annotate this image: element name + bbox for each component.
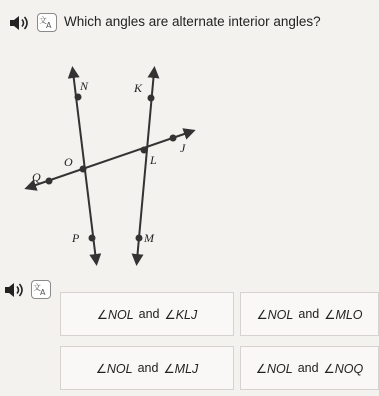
label-L: L xyxy=(150,153,157,167)
point-K xyxy=(148,95,155,102)
choice-nol-noq[interactable] xyxy=(240,346,379,390)
answer-translate-icon[interactable] xyxy=(31,280,51,299)
geometry-figure xyxy=(0,62,220,272)
choice-angle-a: ∠NOL xyxy=(96,307,134,322)
choice-angle-a: ∠NOL xyxy=(256,307,294,322)
point-N xyxy=(75,94,82,101)
svg-text:A: A xyxy=(46,21,52,30)
choice-angle-b: ∠KLJ xyxy=(164,307,198,322)
point-Q xyxy=(46,178,53,185)
choice-angle-b: ∠NOQ xyxy=(323,361,364,376)
svg-text:文: 文 xyxy=(33,283,41,292)
point-P xyxy=(89,235,96,242)
question-text: Which angles are alternate interior angles? xyxy=(64,14,321,29)
label-N: N xyxy=(80,79,89,93)
choice-and: and xyxy=(138,307,160,321)
choice-and: and xyxy=(298,307,320,321)
point-O xyxy=(80,166,87,173)
choice-angle-a: ∠NOL xyxy=(95,361,133,376)
choice-and: and xyxy=(137,361,159,375)
choice-and: and xyxy=(297,361,319,375)
label-P: P xyxy=(72,231,80,245)
svg-text:A: A xyxy=(40,288,46,297)
point-L xyxy=(141,147,148,154)
choice-nol-mlo[interactable] xyxy=(240,292,379,336)
label-Q: Q xyxy=(32,170,41,184)
choice-angle-b: ∠MLO xyxy=(324,307,363,322)
label-M: M xyxy=(144,231,154,245)
point-M xyxy=(136,235,143,242)
line-QJ xyxy=(30,132,190,187)
svg-text:文: 文 xyxy=(39,16,47,25)
choice-angle-a: ∠NOL xyxy=(255,361,293,376)
speaker-icon[interactable] xyxy=(8,13,30,33)
label-K: K xyxy=(134,81,143,95)
translate-icon[interactable] xyxy=(37,13,57,32)
choice-nol-klj[interactable] xyxy=(60,292,234,336)
point-J xyxy=(170,135,177,142)
choice-angle-b: ∠MLJ xyxy=(163,361,199,376)
answer-speaker-icon[interactable] xyxy=(3,280,25,300)
label-O: O xyxy=(64,155,73,169)
label-J: J xyxy=(180,141,186,155)
choice-nol-mlj[interactable] xyxy=(60,346,234,390)
